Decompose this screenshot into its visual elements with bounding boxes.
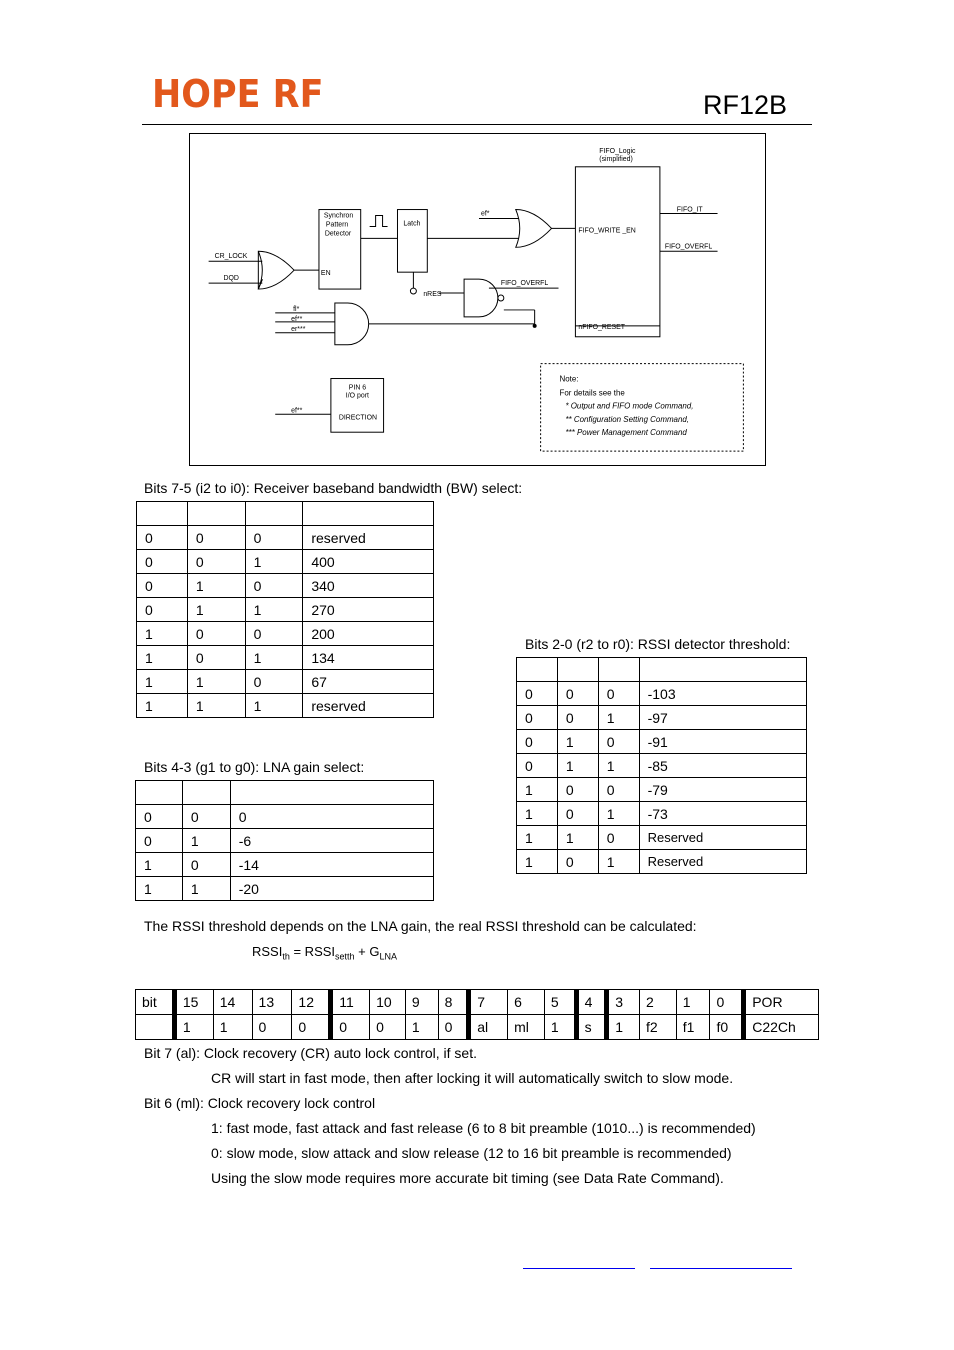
bw-cell: 0 [245, 526, 303, 550]
lna-cell: -20 [230, 877, 433, 901]
lna-cell: 1 [182, 877, 230, 901]
rssi-cell: -73 [639, 802, 806, 826]
bit-cell: 1 [544, 1015, 576, 1040]
company-logo: HOPE RF [152, 72, 324, 116]
bit-cell: 10 [370, 990, 406, 1015]
bw-cell: 1 [137, 670, 188, 694]
rssi-row [517, 706, 807, 730]
bit-cell: 6 [508, 990, 545, 1015]
bw-cell: 0 [137, 550, 188, 574]
diagram-fifo-subtitle: (simplified) [599, 155, 633, 163]
bw-row [137, 694, 434, 718]
bw-cell: 1 [137, 622, 188, 646]
bw-cell: 67 [303, 670, 434, 694]
bw-cell [245, 502, 303, 526]
bw-cell: 134 [303, 646, 434, 670]
bit-cell: 11 [331, 990, 370, 1015]
bw-caption: Bits 7-5 (i2 to i0): Receiver baseband bandwidth (BW) select: [144, 480, 523, 496]
rssi-header-row [517, 658, 807, 682]
rssi-cell: 0 [598, 730, 639, 754]
bw-cell: 0 [137, 598, 188, 622]
rssi-row [517, 826, 807, 850]
diagram-fifo-title: FIFO_Logic [599, 147, 636, 155]
diagram-fl: fl* [293, 305, 300, 313]
diagram-fifo-overfl-out: FIFO_OVERFL [664, 243, 713, 251]
rssi-cell: 1 [557, 826, 598, 850]
rssi-cell [639, 658, 806, 682]
rssi-cell: 0 [517, 706, 558, 730]
rssi-cell: 0 [517, 754, 558, 778]
header-rule [142, 124, 812, 125]
bw-cell: 0 [245, 622, 303, 646]
rssi-cell: 0 [557, 706, 598, 730]
bit6-note: Using the slow mode requires more accurate bit timing (see Data Rate Command). [211, 1170, 724, 1186]
bw-row [137, 598, 434, 622]
bit-table-row1 [136, 990, 819, 1015]
model-title: RF12B [703, 90, 788, 120]
bw-cell: 0 [187, 646, 245, 670]
rssi-cell: 0 [557, 802, 598, 826]
bit-cell: 0 [438, 1015, 469, 1040]
rssi-cell: 1 [557, 730, 598, 754]
bit-cell: bit [136, 990, 175, 1015]
bit-cell: 5 [544, 990, 576, 1015]
bit-cell: 13 [252, 990, 292, 1015]
bit-cell: 15 [174, 990, 213, 1015]
lna-cell: -6 [230, 829, 433, 853]
bit-cell: f0 [710, 1015, 744, 1040]
lna-cell: 0 [230, 805, 433, 829]
rssi-cell: 0 [598, 826, 639, 850]
bit6-fast: 1: fast mode, fast attack and fast release (6 to 8 bit preamble (1010...) is recommended) [211, 1120, 756, 1136]
bw-cell: 1 [137, 646, 188, 670]
bw-cell: 400 [303, 550, 434, 574]
bw-cell: 1 [245, 598, 303, 622]
rssi-cell [598, 658, 639, 682]
rssi-cell: 1 [517, 802, 558, 826]
bw-cell [303, 502, 434, 526]
bit-cell: 2 [639, 990, 676, 1015]
bw-cell: 0 [187, 526, 245, 550]
diagram-note-3: ** Configuration Setting Command, [565, 415, 690, 425]
rssi-formula [252, 944, 397, 962]
rssi-cell: 0 [557, 850, 598, 874]
bw-cell: 1 [245, 694, 303, 718]
rssi-cell: -97 [639, 706, 806, 730]
bit-cell: 1 [174, 1015, 213, 1040]
bw-cell: 270 [303, 598, 434, 622]
rssi-cell: 0 [517, 682, 558, 706]
bw-row [137, 670, 434, 694]
diagram-nres: nRES [423, 291, 442, 299]
bw-cell: 0 [245, 670, 303, 694]
rssi-cell: -103 [639, 682, 806, 706]
rssi-cell: 0 [557, 682, 598, 706]
diagram-fifo-it: FIFO_IT [676, 206, 703, 214]
bw-row [137, 646, 434, 670]
rssi-row [517, 850, 807, 874]
diagram-fifo-write-en: FIFO_WRITE _EN [578, 227, 636, 235]
bit-cell: 1 [213, 1015, 252, 1040]
formula-eq: = RSSI [289, 944, 336, 959]
diagram-pin-2: I/O port [345, 392, 369, 400]
diagram-pin-dir: DIRECTION [338, 414, 377, 422]
rssi-cell: -79 [639, 778, 806, 802]
bw-cell: 0 [187, 550, 245, 574]
rssi-cell: 1 [517, 778, 558, 802]
diagram-ef-top: ef* [480, 210, 490, 218]
diagram-note-1: For details see the [559, 388, 625, 398]
bit7-title: Bit 7 (al): Clock recovery (CR) auto lock control, if set. [144, 1045, 477, 1061]
diagram-note-4: *** Power Management Command [565, 428, 687, 438]
bit-cell [136, 1015, 175, 1040]
lna-cell [230, 781, 433, 805]
bw-cell: 0 [187, 622, 245, 646]
bw-row [137, 526, 434, 550]
diagram-sync-1: Synchron [323, 212, 354, 220]
diagram-pin-1: PIN 6 [348, 384, 367, 392]
bit-cell: 0 [710, 990, 744, 1015]
bw-header-row [137, 502, 434, 526]
bw-cell: 0 [245, 574, 303, 598]
formula-plus: + G [354, 944, 380, 959]
rssi-cell: 0 [557, 778, 598, 802]
bit-cell: f2 [639, 1015, 676, 1040]
bit-cell: f1 [676, 1015, 710, 1040]
diagram-ef-pin: ef** [291, 407, 303, 415]
rssi-cell: 1 [517, 826, 558, 850]
rssi-cell: -91 [639, 730, 806, 754]
diagram-nfifo-reset: nFIFO_RESET [578, 323, 626, 331]
bw-row [137, 574, 434, 598]
bit-cell: 0 [331, 1015, 370, 1040]
bit-cell: 0 [252, 1015, 292, 1040]
bit-cell: 1 [405, 1015, 438, 1040]
rssi-cell: -85 [639, 754, 806, 778]
bit6-slow: 0: slow mode, slow attack and slow release (12 to 16 bit preamble is recommended) [211, 1145, 732, 1161]
bit-cell: 0 [370, 1015, 406, 1040]
lna-row [136, 853, 434, 877]
rssi-cell: 0 [598, 778, 639, 802]
lna-cell: 1 [136, 877, 183, 901]
rssi-row [517, 682, 807, 706]
bit-cell: 4 [576, 990, 607, 1015]
diagram-sync-2: Pattern [325, 221, 349, 229]
command-bit-table [135, 989, 819, 1040]
lna-header-row [136, 781, 434, 805]
bit6-title: Bit 6 (ml): Clock recovery lock control [144, 1095, 376, 1111]
lna-cell [182, 781, 230, 805]
bw-cell: 0 [137, 526, 188, 550]
formula-rhs-sub: LNA [379, 951, 397, 962]
bw-cell: 1 [245, 646, 303, 670]
bw-cell [137, 502, 188, 526]
lna-cell: 0 [136, 829, 183, 853]
diagram-sync-3: Detector [324, 230, 352, 238]
bw-cell: 1 [187, 574, 245, 598]
bit-cell: 1 [607, 1015, 640, 1040]
bit-cell: POR [744, 990, 819, 1015]
lna-caption: Bits 4-3 (g1 to g0): LNA gain select: [144, 759, 365, 775]
rssi-cell: 1 [598, 706, 639, 730]
formula-mid-sub: setth [335, 951, 355, 962]
diagram-note-2: * Output and FIFO mode Command, [565, 401, 694, 411]
fifo-logic-diagram [189, 133, 766, 466]
rssi-cell: Reserved [639, 850, 806, 874]
rssi-row [517, 754, 807, 778]
rssi-table [516, 657, 807, 874]
lna-cell: 1 [136, 853, 183, 877]
lna-cell: 0 [182, 853, 230, 877]
rssi-cell: 0 [598, 682, 639, 706]
lna-row [136, 877, 434, 901]
diagram-ef2: ef** [291, 315, 303, 323]
rssi-row [517, 730, 807, 754]
bit-cell: ml [508, 1015, 545, 1040]
lna-row [136, 829, 434, 853]
diagram-dqd: DQD [223, 275, 239, 283]
rssi-cell: Reserved [639, 826, 806, 850]
bw-cell: reserved [303, 526, 434, 550]
bw-cell: 200 [303, 622, 434, 646]
bw-cell: 1 [187, 694, 245, 718]
bit7-body: CR will start in fast mode, then after locking it will automatically switch to slow mode. [211, 1070, 734, 1086]
bw-cell: reserved [303, 694, 434, 718]
bit-cell: 3 [607, 990, 640, 1015]
bw-cell: 1 [187, 670, 245, 694]
bit-cell: s [576, 1015, 607, 1040]
bw-row [137, 550, 434, 574]
bit-cell: C22Ch [744, 1015, 819, 1040]
lna-cell: 0 [182, 805, 230, 829]
rssi-cell: 1 [598, 802, 639, 826]
rssi-cell: 1 [598, 754, 639, 778]
rssi-cell [557, 658, 598, 682]
formula-lhs: RSSI [252, 944, 283, 959]
rssi-cell: 1 [598, 850, 639, 874]
rssi-caption: Bits 2-0 (r2 to r0): RSSI detector threshold: [525, 636, 791, 652]
lna-table [135, 780, 434, 901]
bw-cell: 340 [303, 574, 434, 598]
footer-link-underline-2[interactable] [650, 1268, 792, 1269]
rssi-row [517, 778, 807, 802]
bw-cell: 1 [187, 598, 245, 622]
bit-cell: 9 [405, 990, 438, 1015]
rssi-cell: 1 [517, 850, 558, 874]
footer-link-underline-1[interactable] [523, 1268, 635, 1269]
lna-cell: -14 [230, 853, 433, 877]
bw-cell: 1 [137, 694, 188, 718]
diagram-sync-en: EN [320, 270, 331, 278]
lna-cell: 0 [136, 805, 183, 829]
diagram-fifo-overfl-in: FIFO_OVERFL [500, 280, 549, 288]
lna-cell: 1 [182, 829, 230, 853]
bit-cell: 12 [292, 990, 331, 1015]
formula-sentence: The RSSI threshold depends on the LNA gain, the real RSSI threshold can be calculated: [144, 918, 697, 934]
rssi-cell: 0 [517, 730, 558, 754]
bit-cell: 0 [292, 1015, 331, 1040]
bw-cell: 1 [245, 550, 303, 574]
bw-cell: 0 [137, 574, 188, 598]
diagram-latch: Latch [403, 220, 421, 228]
diagram-note-title: Note: [559, 374, 579, 384]
bw-table [136, 501, 434, 718]
bw-row [137, 622, 434, 646]
formula-lhs-sub: th [282, 951, 290, 962]
diagram-cr-lock: CR_LOCK [214, 253, 248, 261]
lna-row [136, 805, 434, 829]
bit-table-row2 [136, 1015, 819, 1040]
rssi-cell [517, 658, 558, 682]
diagram-er3: er*** [291, 325, 306, 333]
bit-cell: 8 [438, 990, 469, 1015]
bit-cell: 1 [676, 990, 710, 1015]
bit-cell: 14 [213, 990, 252, 1015]
bw-cell [187, 502, 245, 526]
bit-cell: 7 [469, 990, 508, 1015]
rssi-row [517, 802, 807, 826]
lna-cell [136, 781, 183, 805]
rssi-cell: 1 [557, 754, 598, 778]
bit-cell: al [469, 1015, 508, 1040]
